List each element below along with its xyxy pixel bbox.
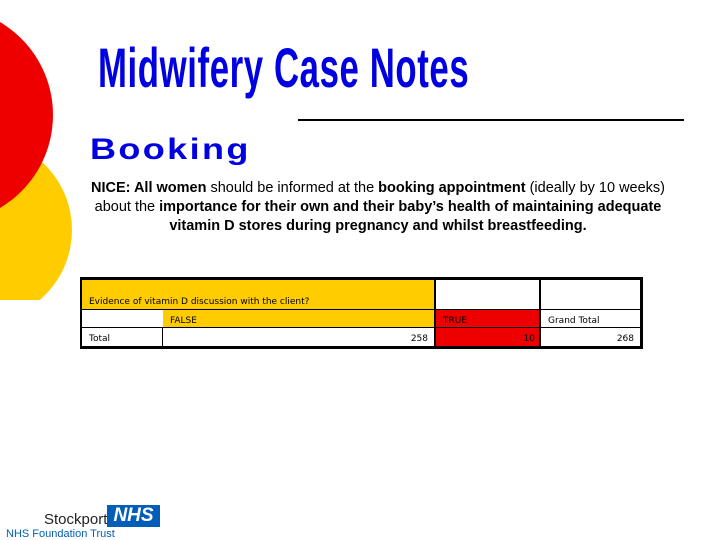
row-total-label: Total <box>89 334 111 344</box>
guidance-part2: (ideally by 10 weeks) about the <box>94 180 665 215</box>
true-header-label: TRUE <box>443 316 468 326</box>
table-border-bottom <box>80 346 643 349</box>
guidance-text <box>78 179 678 236</box>
grand-total-header-label: Grand Total <box>548 316 600 326</box>
table-vline-1 <box>162 327 163 349</box>
table-border-left <box>80 277 82 349</box>
guidance-part1: should be informed at the <box>206 180 379 196</box>
page-title: Midwifery Case Notes <box>98 36 470 99</box>
table-vline-3 <box>539 277 541 349</box>
false-header-cell <box>163 309 434 327</box>
true-value: 10 <box>523 334 535 344</box>
table-border-top <box>80 277 643 280</box>
title-underline <box>298 119 684 121</box>
nhs-badge: NHS <box>107 505 160 527</box>
guidance-prefix: NICE: All women <box>90 180 207 196</box>
logo-trust-name: NHS Foundation Trust <box>6 528 115 540</box>
table-vline-2 <box>434 277 436 349</box>
guidance-bold2: importance for their own and their baby’s health of maintaining adequate vitamin D stores during pregnancy and whilst breastfeeding. <box>159 199 662 234</box>
question-label: Evidence of vitamin D discussion with the client? <box>89 297 310 307</box>
pivot-table <box>80 277 643 349</box>
false-header-label: FALSE <box>170 316 197 326</box>
guidance-bold1: booking appointment <box>378 180 526 196</box>
logo-org-name: Stockport <box>44 511 108 528</box>
table-row-rule <box>80 327 643 328</box>
grand-total-value: 268 <box>616 334 634 344</box>
false-value: 258 <box>410 334 428 344</box>
table-border-right <box>640 277 643 349</box>
page-subtitle: Booking <box>90 133 251 166</box>
table-header-rule <box>80 309 643 310</box>
